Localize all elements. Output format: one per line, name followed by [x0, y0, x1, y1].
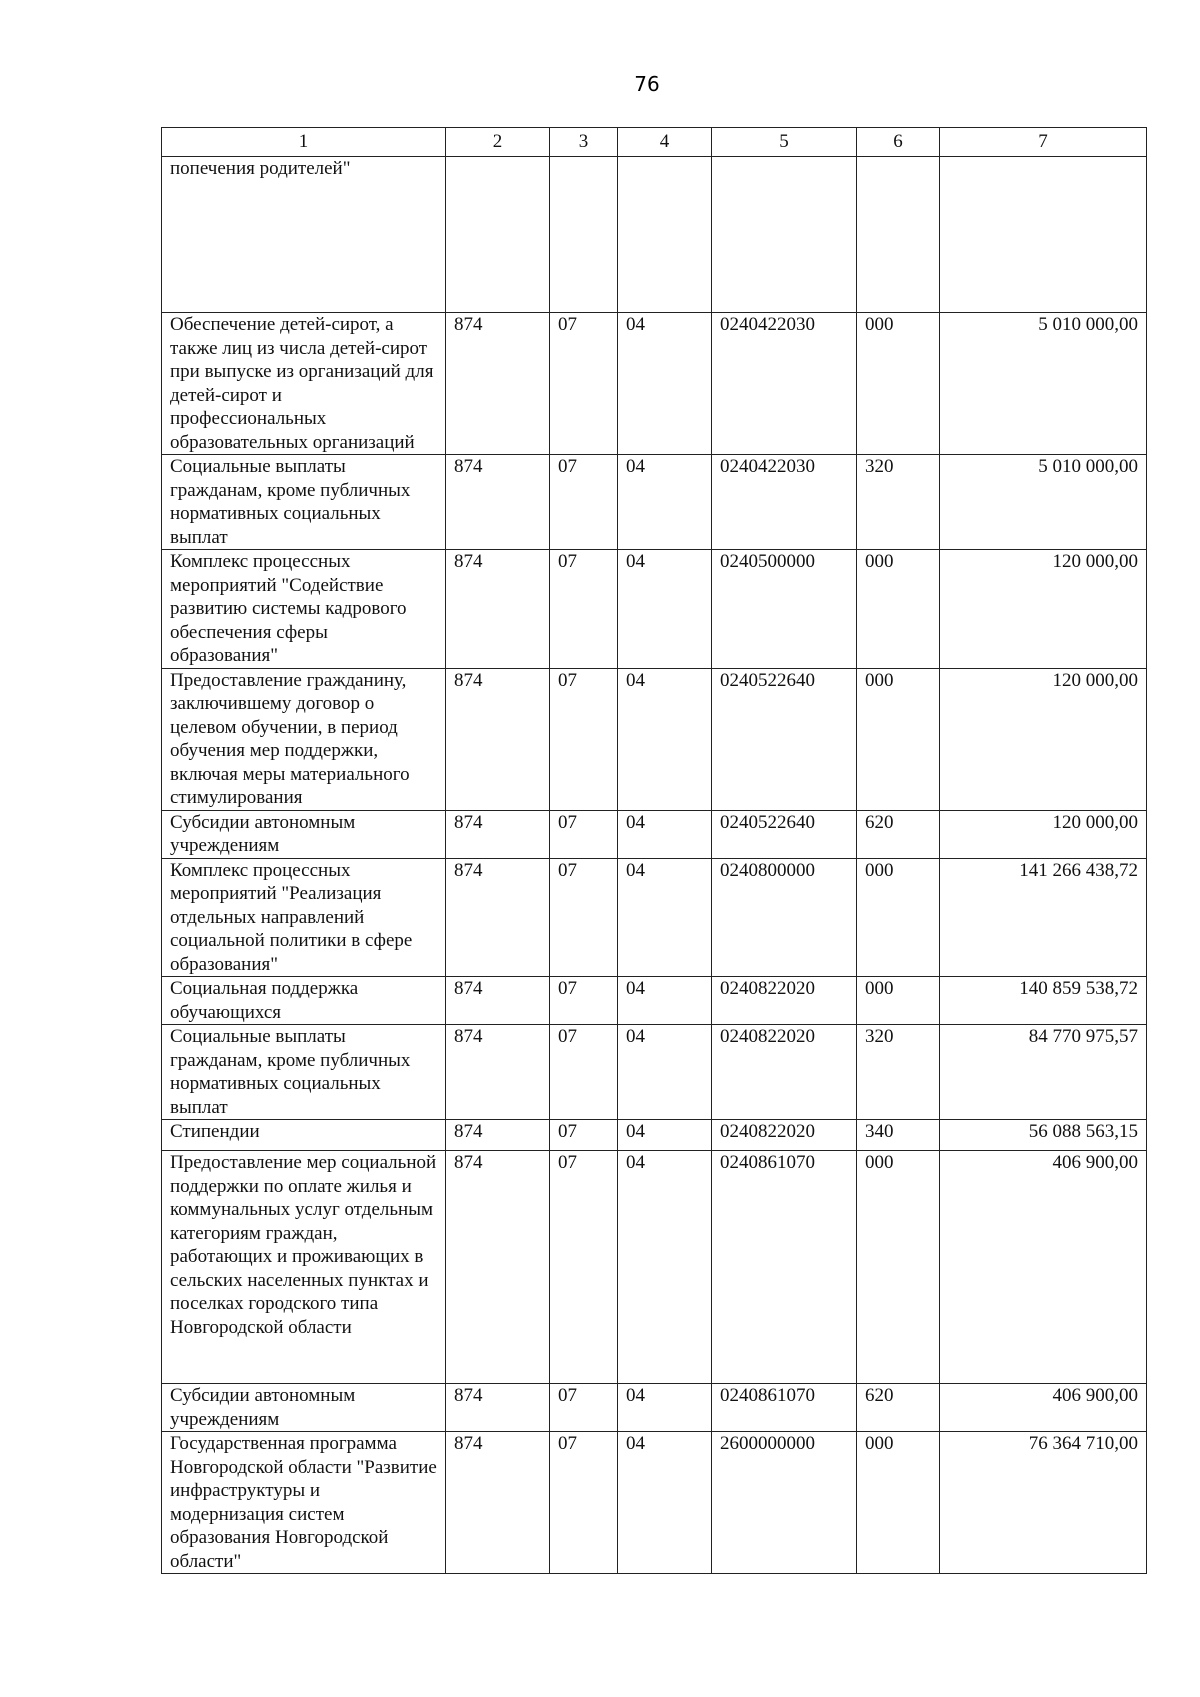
row-col4-cell: 04	[618, 1025, 712, 1120]
row-col3-cell: 07	[550, 1151, 618, 1384]
row-col2-cell	[446, 157, 550, 313]
row-col3-cell: 07	[550, 455, 618, 550]
row-col4-cell	[618, 157, 712, 313]
row-amount-cell: 5 010 000,00	[940, 313, 1147, 455]
row-name-cell: Социальная поддержка обучающихся	[162, 977, 446, 1025]
row-amount-cell: 120 000,00	[940, 668, 1147, 810]
row-col5-cell: 0240822020	[712, 1120, 857, 1151]
row-name-cell: Комплекс процессных мероприятий "Реализация отдельных направлений социальной политики в сфере образования"	[162, 858, 446, 977]
row-col6-cell: 320	[857, 1025, 940, 1120]
budget-table	[161, 127, 1147, 1574]
row-col4-cell: 04	[618, 1384, 712, 1432]
row-col5-cell: 0240500000	[712, 550, 857, 669]
table-row	[162, 313, 1147, 455]
row-amount-cell: 406 900,00	[940, 1384, 1147, 1432]
row-col6-cell: 620	[857, 810, 940, 858]
row-col5-cell: 0240861070	[712, 1384, 857, 1432]
row-col3-cell: 07	[550, 810, 618, 858]
row-col5-cell: 0240522640	[712, 810, 857, 858]
row-col2-cell: 874	[446, 858, 550, 977]
row-col3-cell: 07	[550, 858, 618, 977]
row-col3-cell: 07	[550, 550, 618, 669]
row-col2-cell: 874	[446, 313, 550, 455]
header-row	[162, 128, 1147, 157]
row-col6-cell: 000	[857, 858, 940, 977]
row-name-cell: Субсидии автономным учреждениям	[162, 1384, 446, 1432]
row-col4-cell: 04	[618, 1432, 712, 1574]
row-col6-cell: 000	[857, 313, 940, 455]
row-col5-cell: 0240422030	[712, 455, 857, 550]
row-name-cell: Государственная программа Новгородской области "Развитие инфраструктуры и модернизация систем образования Новгородской области"	[162, 1432, 446, 1574]
table-row	[162, 1120, 1147, 1151]
row-col2-cell: 874	[446, 1151, 550, 1384]
row-col4-cell: 04	[618, 977, 712, 1025]
table-body	[162, 157, 1147, 1574]
row-amount-cell: 76 364 710,00	[940, 1432, 1147, 1574]
table-row	[162, 455, 1147, 550]
row-col6-cell: 000	[857, 1432, 940, 1574]
row-col2-cell: 874	[446, 1432, 550, 1574]
row-col4-cell: 04	[618, 668, 712, 810]
row-col4-cell: 04	[618, 550, 712, 669]
row-col4-cell: 04	[618, 1151, 712, 1384]
row-col6-cell: 000	[857, 550, 940, 669]
row-col4-cell: 04	[618, 313, 712, 455]
table-row	[162, 1151, 1147, 1384]
row-col2-cell: 874	[446, 550, 550, 669]
row-name-cell: Социальные выплаты гражданам, кроме публичных нормативных социальных выплат	[162, 1025, 446, 1120]
row-amount-cell: 406 900,00	[940, 1151, 1147, 1384]
row-name-cell: Предоставление гражданину, заключившему договор о целевом обучении, в период обучения мер поддержки, включая меры материального стимулирования	[162, 668, 446, 810]
row-col2-cell: 874	[446, 455, 550, 550]
header-cell: 2	[446, 128, 550, 157]
row-amount-cell: 84 770 975,57	[940, 1025, 1147, 1120]
page-number: 76	[634, 72, 660, 96]
row-col4-cell: 04	[618, 455, 712, 550]
row-amount-cell: 120 000,00	[940, 810, 1147, 858]
row-col6-cell: 340	[857, 1120, 940, 1151]
row-col4-cell: 04	[618, 1120, 712, 1151]
row-amount-cell: 141 266 438,72	[940, 858, 1147, 977]
header-cell: 6	[857, 128, 940, 157]
row-col3-cell: 07	[550, 1384, 618, 1432]
row-col5-cell: 2600000000	[712, 1432, 857, 1574]
row-col2-cell: 874	[446, 1384, 550, 1432]
row-name-cell: попечения родителей"	[162, 157, 446, 313]
row-col3-cell: 07	[550, 1025, 618, 1120]
row-name-cell: Обеспечение детей-сирот, а также лиц из числа детей-сирот при выпуске из организаций для детей-сирот и профессиональных образовательных организаций	[162, 313, 446, 455]
table-row	[162, 858, 1147, 977]
row-col6-cell: 320	[857, 455, 940, 550]
row-name-cell: Стипендии	[162, 1120, 446, 1151]
table-row	[162, 810, 1147, 858]
header-cell: 3	[550, 128, 618, 157]
table-row	[162, 977, 1147, 1025]
row-col5-cell: 0240422030	[712, 313, 857, 455]
row-col6-cell	[857, 157, 940, 313]
row-name-cell: Комплекс процессных мероприятий "Содействие развитию системы кадрового обеспечения сферы образования"	[162, 550, 446, 669]
row-col2-cell: 874	[446, 1120, 550, 1151]
table-row	[162, 1432, 1147, 1574]
table-row	[162, 550, 1147, 669]
row-col3-cell: 07	[550, 313, 618, 455]
table-row	[162, 157, 1147, 313]
row-amount-cell	[940, 157, 1147, 313]
row-col2-cell: 874	[446, 977, 550, 1025]
row-col5-cell	[712, 157, 857, 313]
row-col4-cell: 04	[618, 858, 712, 977]
table-row	[162, 1025, 1147, 1120]
row-name-cell: Предоставление мер социальной поддержки по оплате жилья и коммунальных услуг отдельным категориям граждан, работающих и проживающих в сельских населенных пунктах и поселках городского типа Новгородской области	[162, 1151, 446, 1384]
row-col4-cell: 04	[618, 810, 712, 858]
row-col2-cell: 874	[446, 1025, 550, 1120]
header-cell: 5	[712, 128, 857, 157]
row-col5-cell: 0240800000	[712, 858, 857, 977]
row-col5-cell: 0240822020	[712, 977, 857, 1025]
header-cell: 4	[618, 128, 712, 157]
row-col3-cell: 07	[550, 977, 618, 1025]
table-row	[162, 1384, 1147, 1432]
row-col3-cell: 07	[550, 1432, 618, 1574]
row-amount-cell: 5 010 000,00	[940, 455, 1147, 550]
row-col6-cell: 000	[857, 1151, 940, 1384]
row-col3-cell	[550, 157, 618, 313]
row-col5-cell: 0240822020	[712, 1025, 857, 1120]
table-row	[162, 668, 1147, 810]
row-name-cell: Субсидии автономным учреждениям	[162, 810, 446, 858]
row-amount-cell: 56 088 563,15	[940, 1120, 1147, 1151]
row-name-cell: Социальные выплаты гражданам, кроме публичных нормативных социальных выплат	[162, 455, 446, 550]
row-col6-cell: 620	[857, 1384, 940, 1432]
row-col6-cell: 000	[857, 668, 940, 810]
row-col2-cell: 874	[446, 668, 550, 810]
header-cell: 1	[162, 128, 446, 157]
row-amount-cell: 140 859 538,72	[940, 977, 1147, 1025]
row-col2-cell: 874	[446, 810, 550, 858]
row-col6-cell: 000	[857, 977, 940, 1025]
row-col3-cell: 07	[550, 1120, 618, 1151]
row-col5-cell: 0240522640	[712, 668, 857, 810]
header-cell: 7	[940, 128, 1147, 157]
row-amount-cell: 120 000,00	[940, 550, 1147, 669]
row-col5-cell: 0240861070	[712, 1151, 857, 1384]
row-col3-cell: 07	[550, 668, 618, 810]
